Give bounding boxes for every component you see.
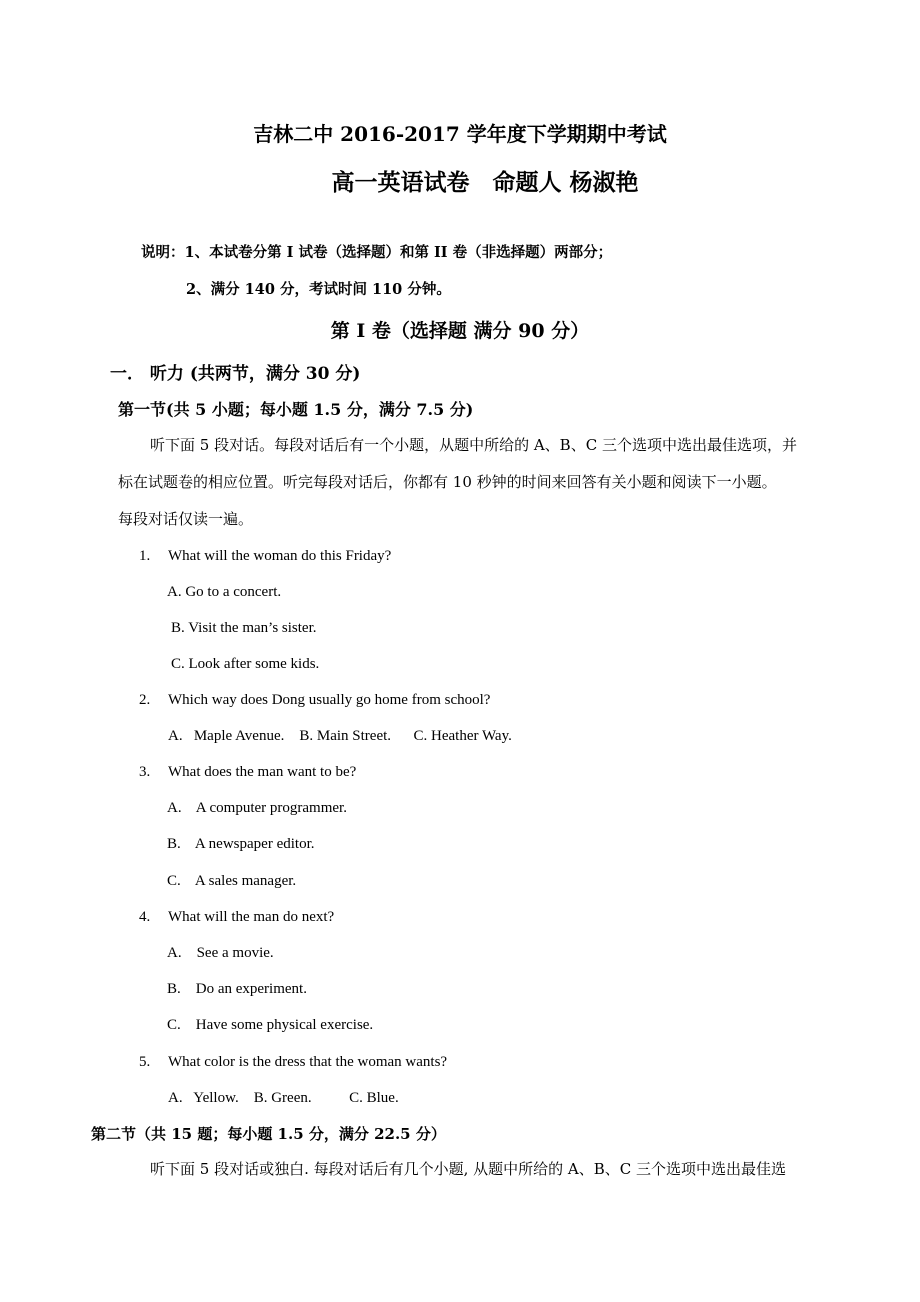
options-line: A. Maple Avenue. B. Main Street. C. Heather Way. xyxy=(168,728,512,744)
question-number: 2. xyxy=(139,692,151,708)
note-line-1: 说明：1、本试卷分第 I 试卷（选择题）和第 II 卷（非选择题）两部分； xyxy=(141,244,613,261)
instruction-line: 每段对话仅读一遍。 xyxy=(118,510,254,528)
option-b: B. Do an experiment. xyxy=(167,981,307,997)
exam-header-title: 吉林二中 2016-2017 学年度下学期期中考试 xyxy=(253,122,667,146)
subsection-1-title: 第一节(共 5 小题；每小题 1.5 分，满分 7.5 分) xyxy=(118,400,474,419)
option-b: B. Visit the man’s sister. xyxy=(171,620,317,636)
question-text: What will the woman do this Friday? xyxy=(168,548,392,564)
question-text: Which way does Dong usually go home from school? xyxy=(168,692,491,708)
section-listening-title: 一． 听力 (共两节，满分 30 分) xyxy=(110,364,361,384)
question-text: What does the man want to be? xyxy=(168,764,357,780)
question-number: 3. xyxy=(139,764,151,780)
instruction-line: 标在试题卷的相应位置。听完每段对话后，你都有 10 秒钟的时间来回答有关小题和阅读下一小题。 xyxy=(118,473,777,491)
option-c: C. Have some physical exercise. xyxy=(167,1017,374,1033)
question-number: 4. xyxy=(139,909,151,925)
options-line: A. Yellow. B. Green. C. Blue. xyxy=(168,1090,399,1106)
instruction-line: 听下面 5 段对话。每段对话后有一个小题，从题中所给的 A、B、C 三个选项中选出最佳选项，并 xyxy=(150,436,797,454)
option-c: C. Look after some kids. xyxy=(171,656,320,672)
instruction-line: 听下面 5 段对话或独白. 每段对话后有几个小题, 从题中所给的 A、B、C 三个选项中选出最佳选 xyxy=(150,1160,787,1178)
question-text: What color is the dress that the woman wants? xyxy=(168,1054,448,1070)
question-number: 1. xyxy=(139,548,151,564)
option-c: C. A sales manager. xyxy=(167,873,297,889)
subsection-2-title: 第二节（共 15 题；每小题 1.5 分，满分 22.5 分） xyxy=(91,1125,446,1143)
question-number: 5. xyxy=(139,1054,151,1070)
option-a: A. A computer programmer. xyxy=(167,800,347,816)
option-a: A. See a movie. xyxy=(167,945,274,961)
option-b: B. A newspaper editor. xyxy=(167,836,315,852)
part-1-title: 第 I 卷（选择题 满分 90 分） xyxy=(330,320,590,342)
option-a: A. Go to a concert. xyxy=(167,584,282,600)
note-line-2: 2、满分 140 分，考试时间 110 分钟。 xyxy=(186,281,451,298)
question-text: What will the man do next? xyxy=(168,909,335,925)
paper-title: 高一英语试卷 命题人 杨淑艳 xyxy=(331,170,639,196)
